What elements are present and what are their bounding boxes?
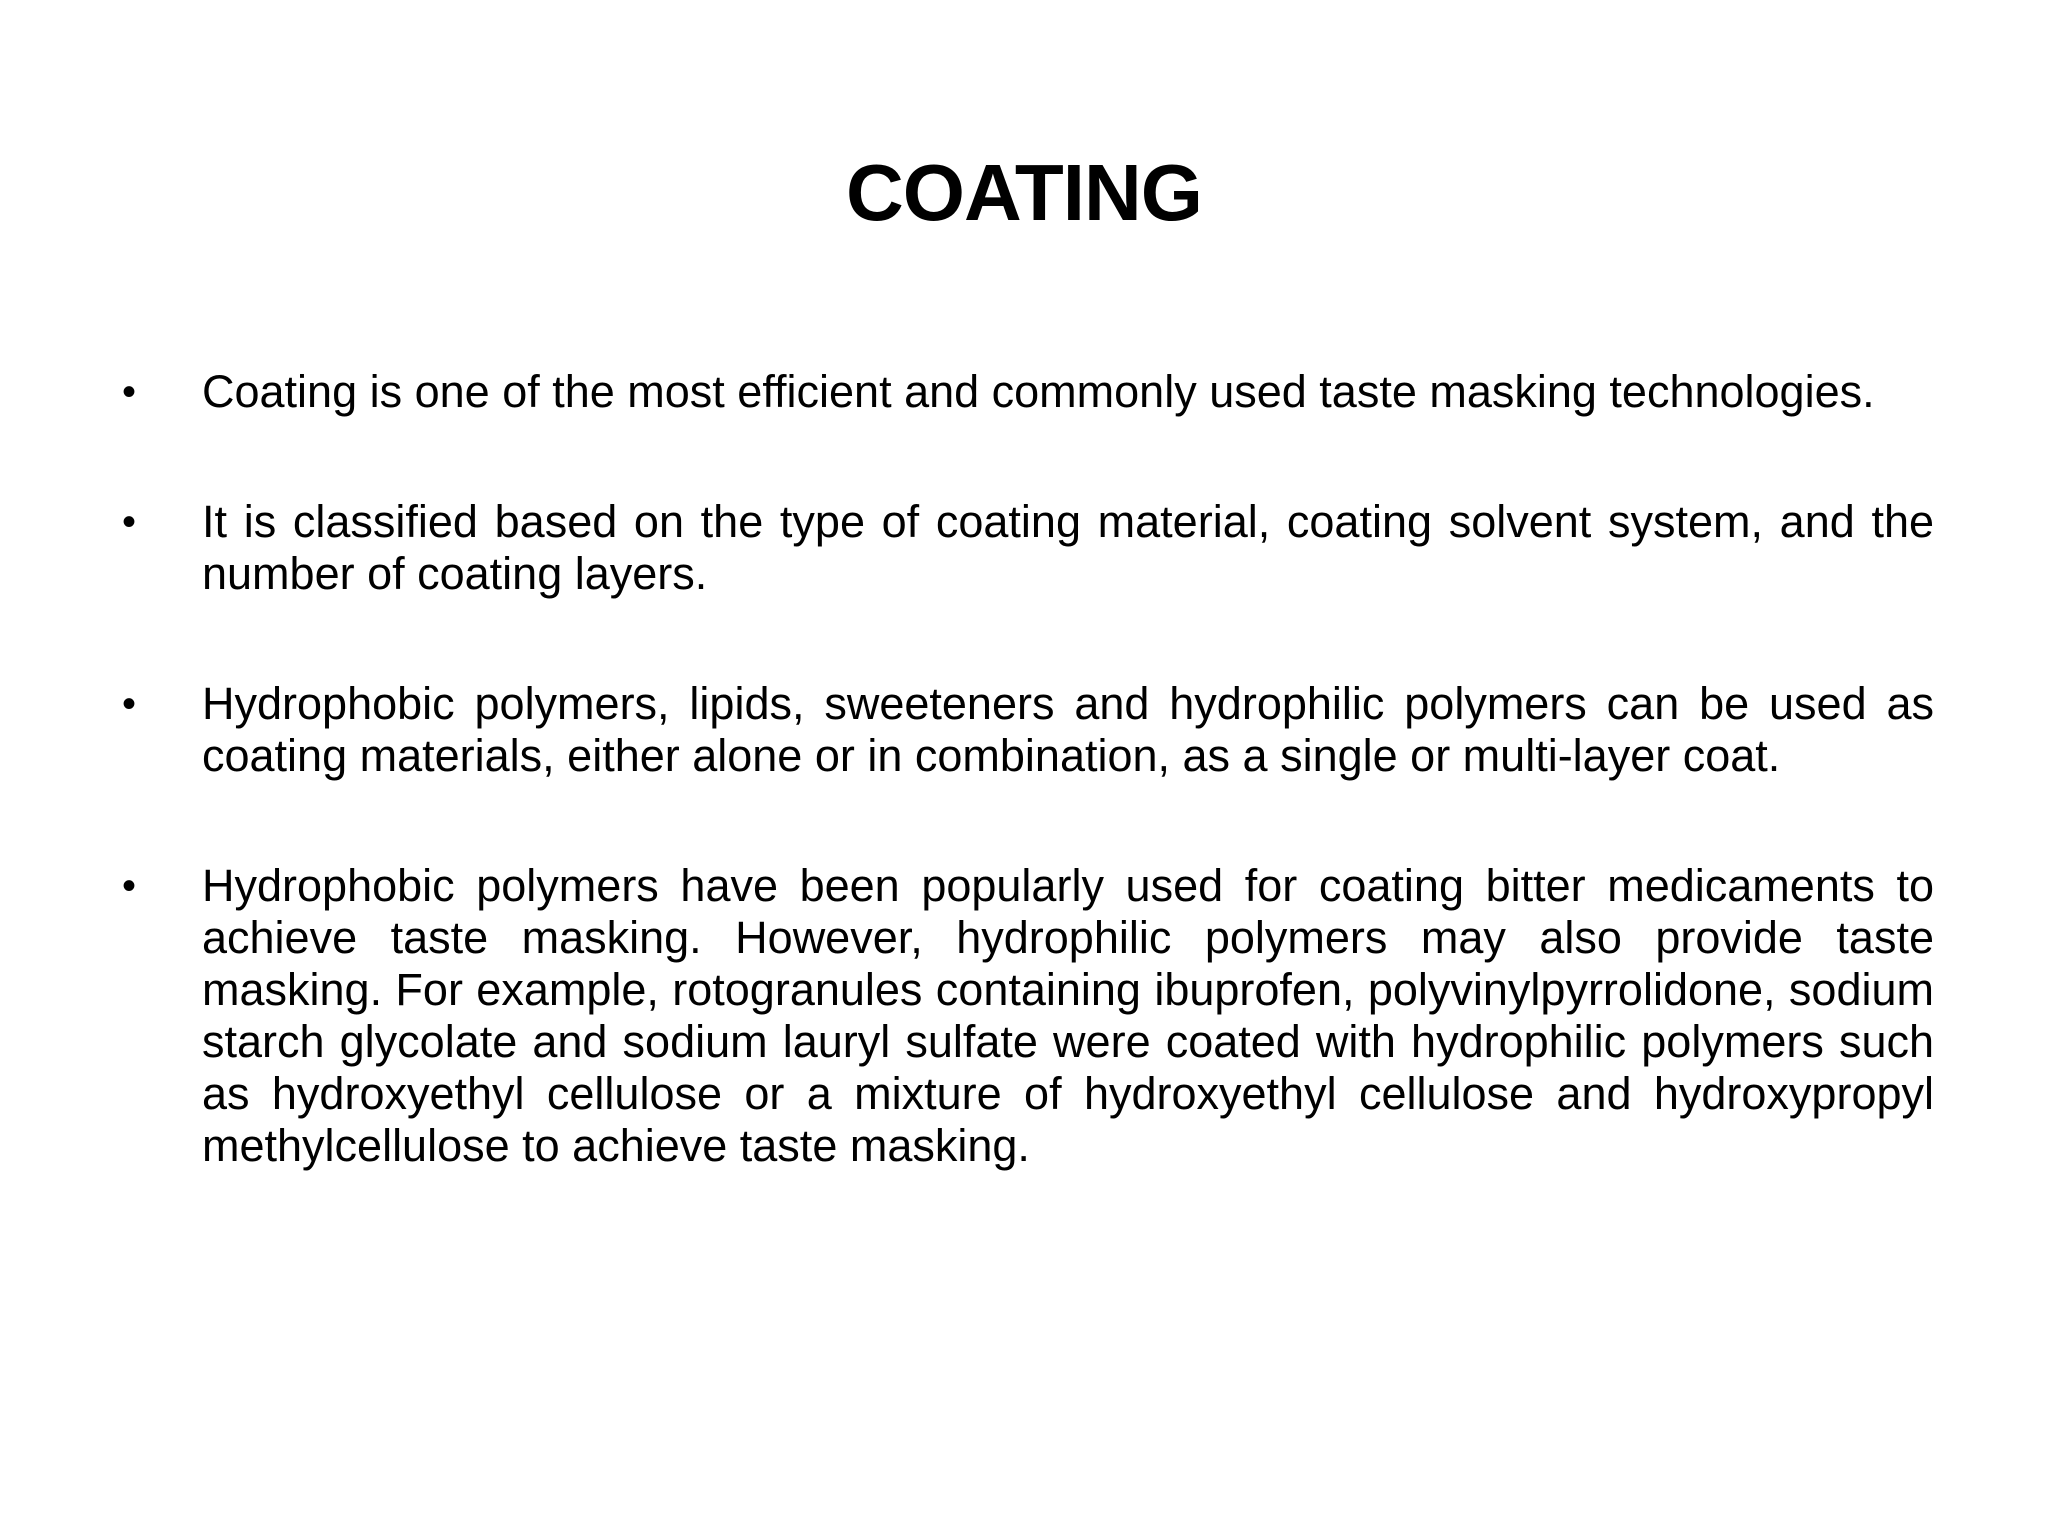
bullet-item-classification [122,496,1934,600]
bullet-point-icon: • [122,864,137,908]
bullet-item-coating-efficiency [122,366,1934,418]
bullet-point-icon: • [122,682,137,726]
bullet-item-coating-materials [122,678,1934,782]
bullet-item-hydrophobic-polymers [122,860,1934,1172]
bullet-list [122,366,1934,1250]
bullet-text: Hydrophobic polymers have been popularly used for coating bitter medicaments to achieve taste masking. However, hydrophilic polymers may also provide taste masking. For example, rotogranules containing ibuprofen, polyvinylpyrrolidone, sodium starch glycolate and sodium lauryl sulfate were coated with hydrophilic polymers such as hydroxyethyl cellulose or a mixture of hydroxyethyl cellulose and hydroxypropyl methylcellulose to achieve taste masking. [202,860,1934,1171]
bullet-text: Coating is one of the most efficient and commonly used taste masking technologies. [202,366,1875,417]
bullet-text: It is classified based on the type of coating material, coating solvent system, and the number of coating layers. [202,496,1934,599]
bullet-text: Hydrophobic polymers, lipids, sweeteners and hydrophilic polymers can be used as coating materials, either alone or in combination, as a single or multi-layer coat. [202,678,1934,781]
bullet-point-icon: • [122,500,137,544]
slide-title: COATING [846,148,1202,237]
bullet-point-icon: • [122,370,137,414]
